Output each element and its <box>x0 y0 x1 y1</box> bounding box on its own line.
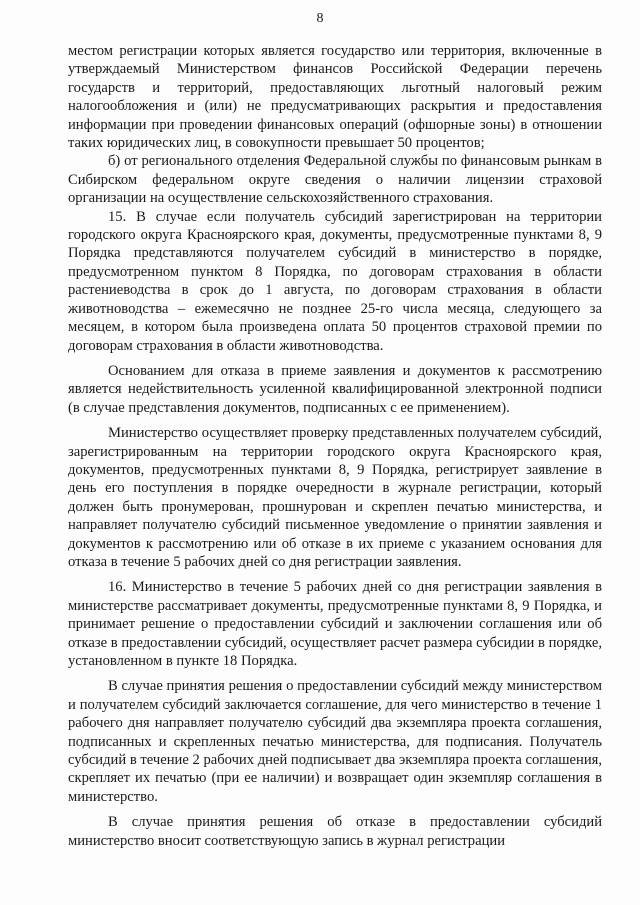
paragraph-refusal-grounds: Основанием для отказа в приеме заявления и документов к рассмотрению является недействительность усиленной квалифицированной электронной подписи (в случае представления документов, подписанных с ее применением). <box>68 362 602 416</box>
paragraph-offshore-continuation: местом регистрации которых является государство или территория, включенные в утверждаемый Министерством финансов Российской Федерации перечень государств и территорий, предоставляющих льготный налоговый режим налогообложения и (или) не предусматривающих раскрытия и предоставления информации при проведении финансовых операций (офшорные зоны) в отношении таких юридических лиц, в совокупности превышает 50 процентов; <box>68 43 602 152</box>
paragraph-agreement: В случае принятия решения о предоставлении субсидий между министерством и получателем субсидий заключается соглашение, для чего министерство в течение 1 рабочего дня направляет получателю субсидий два экземпляра проекта соглашения, подписанных и скрепленных печатью министерства, для подписания. Получатель субсидий в течение 2 рабочих дней подписывает два экземпляра проекта соглашения, скрепляет их печатью (при ее наличии) и возвращает один экземпляр соглашения в министерство. <box>68 678 602 805</box>
paragraph-refusal-record: В случае принятия решения об отказе в предоставлении субсидий министерство вносит соответствующую запись в журнал регистрации <box>68 814 602 849</box>
paragraph-item-b: б) от регионального отделения Федеральной службы по финансовым рынкам в Сибирском федеральном округе сведения о наличии лицензии страховой организации на осуществление сельскохозяйственного страхования. <box>68 153 602 207</box>
paragraph-ministry-check: Министерство осуществляет проверку представленных получателем субсидий, зарегистрированным на территории городского округа Красноярского края, документов, предусмотренных пунктами 8, 9 Порядка, регистрирует заявление в день его поступления в порядке очередности в журнале регистрации, который должен быть пронумерован, прошнурован и скреплен печатью министерства, и направляет получателю субсидий письменное уведомление о принятии заявления и документов к рассмотрению или об отказе в их приеме с указанием основания для отказа в течение 5 рабочих дней со дня регистрации заявления. <box>68 425 602 570</box>
page-number: 8 <box>316 11 324 26</box>
paragraph-clause-15: 15. В случае если получатель субсидий зарегистрирован на территории городского округа Красноярского края, документы, предусмотренные пунктами 8, 9 Порядка представляются получателем субсидий в министерство в порядке, предусмотренном пунктом 8 Порядка, по договорам страхования в области растениеводства в срок до 1 августа, по договорам страхования в области животноводства – ежемесячно не позднее 25-го числа месяца, следующего за месяцем, в котором была произведена оплата 50 процентов страховой премии по договорам страхования в области животноводства. <box>68 208 602 354</box>
paragraph-clause-16: 16. Министерство в течение 5 рабочих дней со дня регистрации заявления в министерстве рассматривает документы, предусмотренные пунктами 8, 9 Порядка, и принимает решение о предоставлении субсидий и заключении соглашения или об отказе в предоставлении субсидий, осуществляет расчет размера субсидии в порядке, установленном в пункте 18 Порядка. <box>68 579 602 669</box>
document-body <box>68 42 602 850</box>
